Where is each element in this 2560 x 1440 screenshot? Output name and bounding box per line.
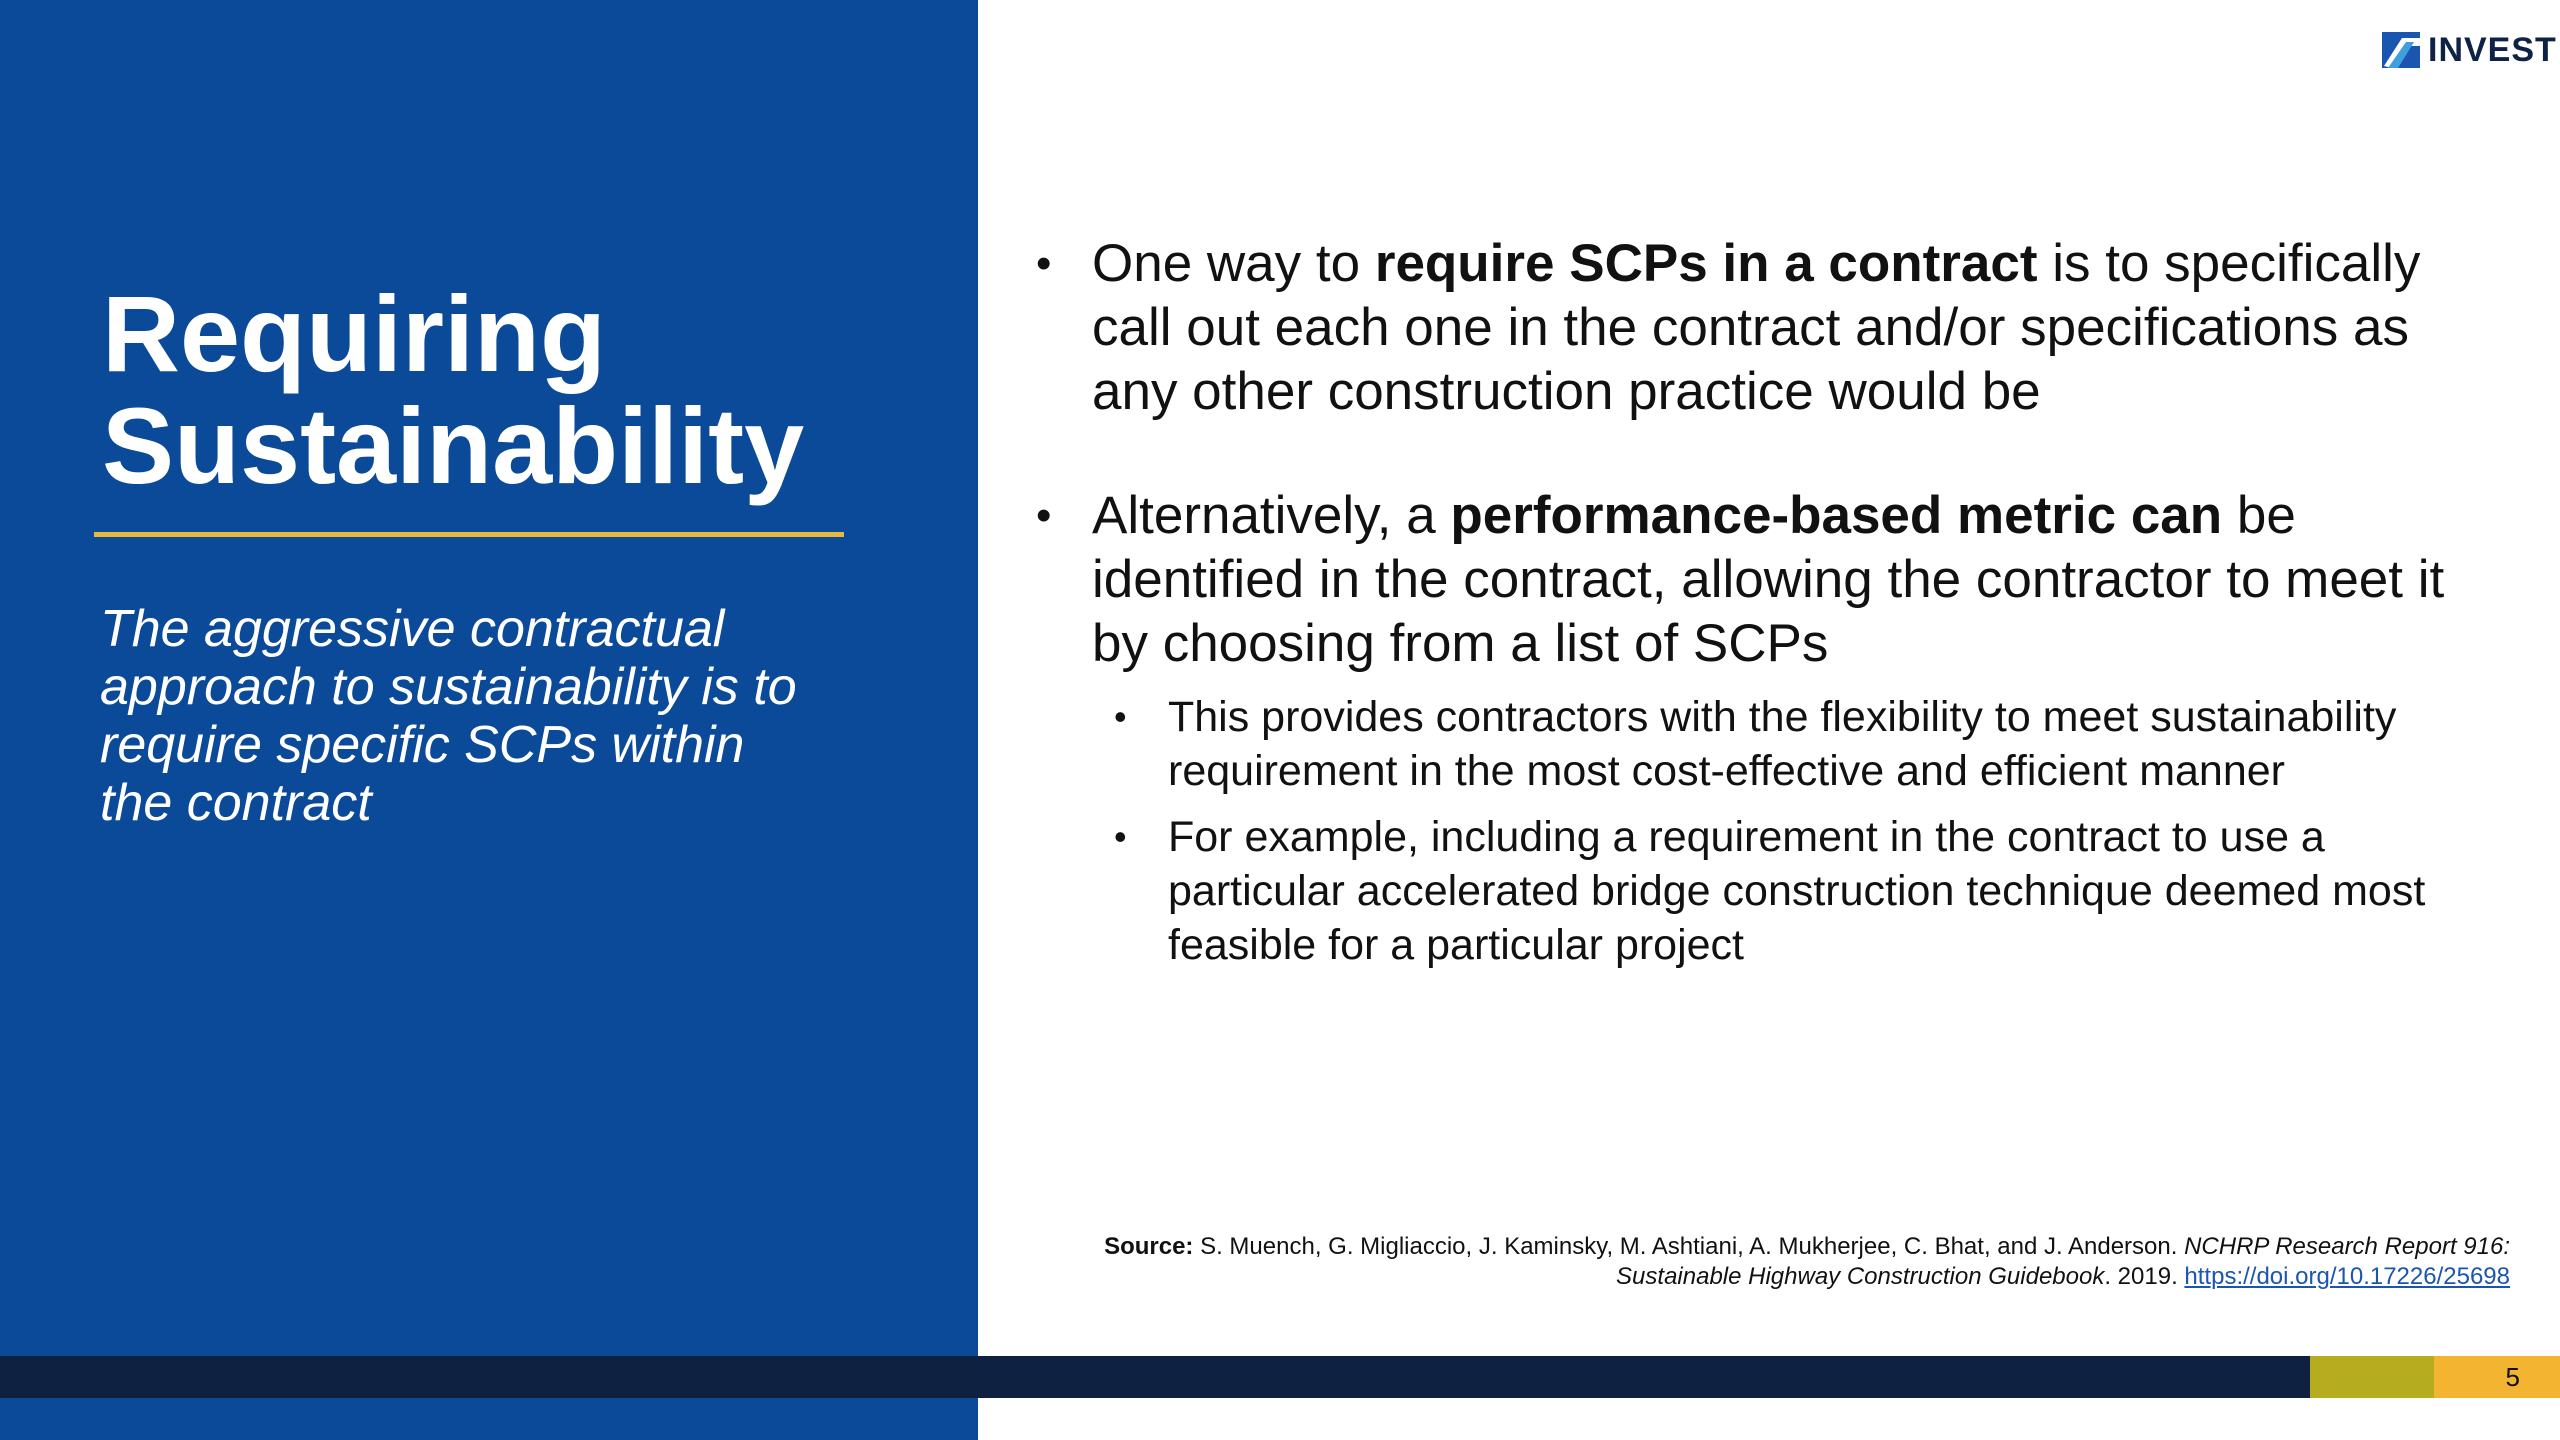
bullet-text-post: is to specifically call out each one in the contract and/or specifications as any other construction practice would be xyxy=(1092,234,2421,421)
footer-bar xyxy=(0,1356,2310,1398)
title-panel xyxy=(0,0,978,1440)
slide-title-line1: Requiring xyxy=(102,273,606,394)
invest-logo-icon xyxy=(2380,28,2424,72)
sub-bullet-marker: • xyxy=(1114,696,1127,737)
sub-bullet-item xyxy=(1030,690,2460,798)
slide-title xyxy=(102,273,922,506)
source-citation xyxy=(1030,1232,2510,1292)
page-number: 5 xyxy=(2505,1362,2520,1392)
footer-accent-olive xyxy=(2310,1356,2434,1398)
slide-title-line2: Sustainability xyxy=(102,385,805,506)
bullet-text-pre: One way to xyxy=(1092,234,1375,293)
source-doi-link[interactable]: https://doi.org/10.17226/25698 xyxy=(2184,1263,2510,1290)
bullet-text-pre: Alternatively, a xyxy=(1092,486,1451,545)
invest-logo xyxy=(2380,26,2557,74)
bullet-marker: • xyxy=(1036,239,1052,288)
sub-bullet-marker: • xyxy=(1114,816,1127,857)
footer-accent-gold xyxy=(2434,1356,2560,1398)
bullet-text-bold: require SCPs in a contract xyxy=(1374,234,2038,293)
source-title: NCHRP Research Report 916: Sustainable Highway Construction Guidebook xyxy=(1616,1233,2510,1290)
sub-bullet-text: This provides contractors with the flexibility to meet sustainability requirement in the most cost-effective and efficient manner xyxy=(1168,693,2397,795)
sub-bullet-text: For example, including a requirement in the contract to use a particular accelerated bridge construction technique deemed most feasible for a particular project xyxy=(1168,813,2426,969)
slide-subtitle: The aggressive contractual approach to sustainability is to require specific SCPs within the contract xyxy=(100,600,797,832)
source-year: . 2019. xyxy=(2104,1263,2185,1290)
bullet-text-bold: performance-based metric can xyxy=(1450,486,2223,545)
bullet-text-post: be identified in the contract, allowing the contractor to meet it by choosing from a list of SCPs xyxy=(1092,486,2445,673)
invest-logo-text: INVEST xyxy=(2428,30,2557,69)
bullet-list xyxy=(1030,232,2460,972)
bullet-item xyxy=(1030,232,2460,424)
bullet-item xyxy=(1030,484,2460,676)
source-authors: S. Muench, G. Migliaccio, J. Kaminsky, M. Ashtiani, A. Mukherjee, C. Bhat, and J. Anderson. xyxy=(1193,1233,2185,1260)
sub-bullet-item xyxy=(1030,810,2460,972)
source-label: Source: xyxy=(1104,1233,1194,1260)
title-divider xyxy=(94,532,844,537)
bullet-marker: • xyxy=(1036,491,1052,540)
